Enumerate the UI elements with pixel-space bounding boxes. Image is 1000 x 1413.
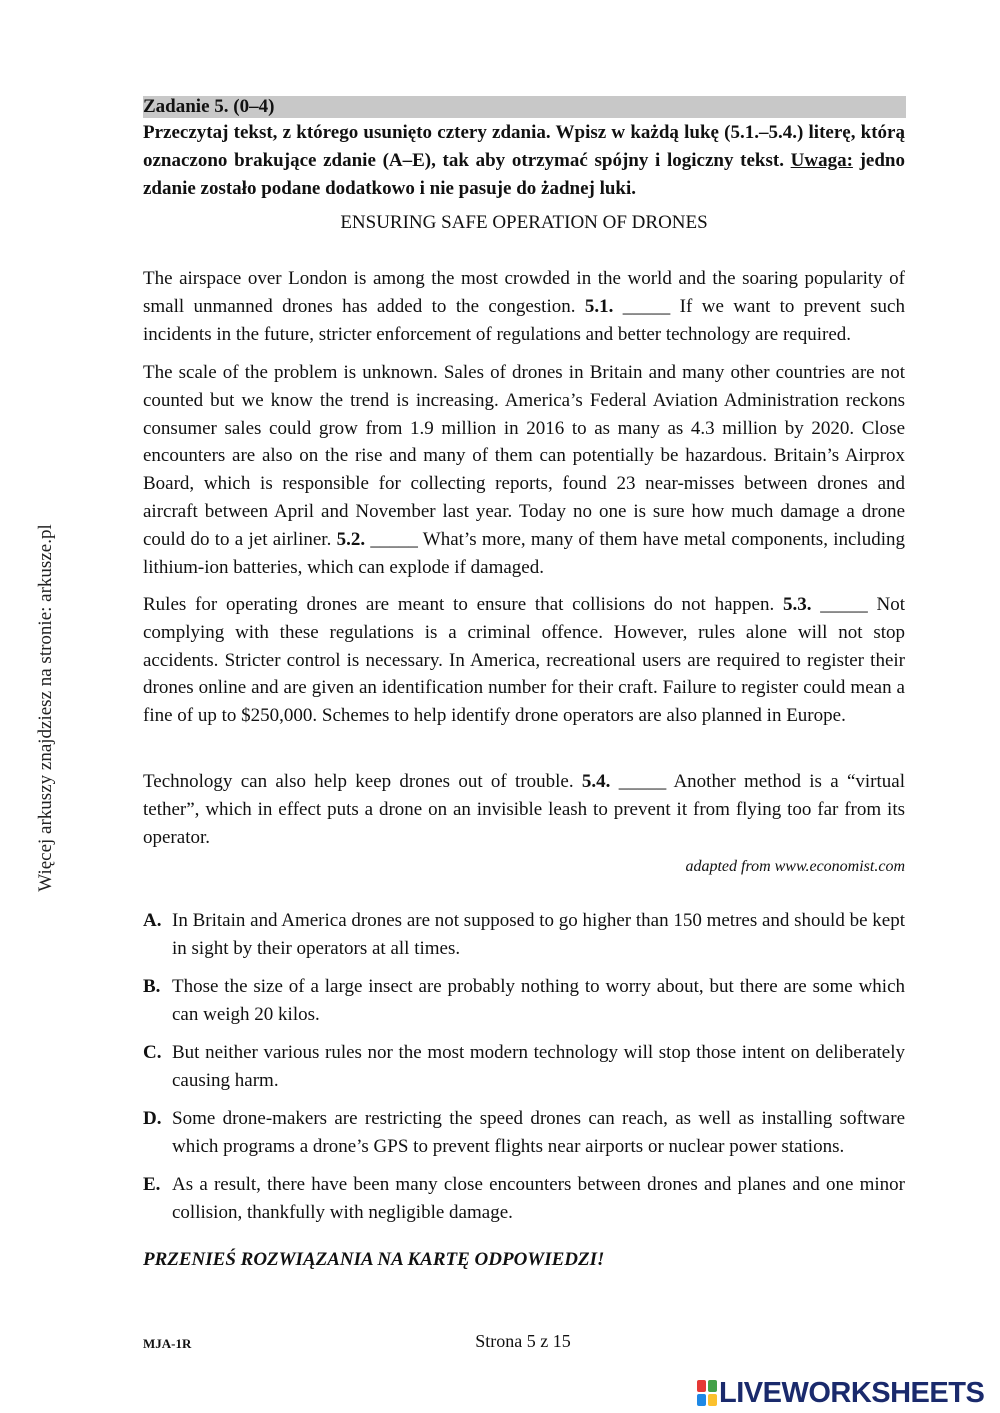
option-c [143, 1039, 905, 1095]
option-letter: E. [143, 1174, 161, 1195]
option-b [143, 973, 905, 1029]
paragraph-text: Technology can also help keep drones out of trouble. [143, 771, 582, 792]
task-title: Zadanie 5. (0–4) [143, 96, 906, 118]
article-source: adapted from www.economist.com [685, 858, 905, 875]
brand-name: LIVEWORKSHEETS [719, 1377, 985, 1409]
paragraph-3 [143, 591, 905, 730]
gap-5-4[interactable]: 5.4. [581, 771, 611, 792]
liveworksheets-logo-icon [697, 1380, 717, 1406]
option-a [143, 907, 905, 963]
task-instructions [143, 119, 905, 203]
exam-code: MJA-1R [143, 1336, 192, 1351]
paragraph-2 [143, 359, 905, 581]
option-letter: D. [143, 1108, 162, 1129]
paragraph-4 [143, 768, 905, 851]
gap-5-1[interactable]: 5.1. [584, 295, 614, 317]
note-label: Uwaga: [790, 150, 853, 171]
logo-square [697, 1394, 706, 1406]
answer-options [143, 907, 905, 1237]
paragraph-text: _____ Not complying with these regulations is a criminal offence. However, rules alone will not stop accidents. Stricter control is necessary. In America, recreational users are required to register their drones online and are given an identification number for their craft. Failure to register could mean a fine of up to $250,000. Schemes to help identify drone operators are also planned in Europe. [143, 594, 906, 727]
note-text: jedno zdanie zostało podane dodatkowo i nie pasuje do żadnej luki. [143, 150, 905, 199]
article-title: ENSURING SAFE OPERATION OF DRONES [340, 212, 708, 233]
option-e [143, 1171, 905, 1227]
gap-5-3[interactable]: 5.3. [782, 594, 812, 615]
paragraph-text: Rules for operating drones are meant to ensure that collisions do not happen. [143, 594, 783, 615]
instruction-text: Przeczytaj tekst, z którego usunięto cztery zdania. Wpisz w każdą lukę (5.1.–5.4.) literę, którą oznaczono brakujące zdanie (A–E), tak aby otrzymać spójny i logiczny tekst. [143, 122, 905, 171]
option-text: As a result, there have been many close encounters between drones and planes and one minor collision, thankfully with negligible damage. [172, 1174, 905, 1223]
paragraph-text: The scale of the problem is unknown. Sales of drones in Britain and many other countries are not counted but we know the trend is increasing. America’s Federal Aviation Administration reckons consumer sales could grow from 1.9 million in 2016 to as many as 4.3 million by 2020. Close encounters are also on the rise and many of them can potentially be hazardous. Britain’s Airprox Board, which is responsible for collecting reports, found 23 near-misses between drones and aircraft between April and November last year. Today no one is sure how much damage a drone could do to a jet airliner. [143, 362, 905, 550]
logo-square [708, 1380, 717, 1392]
side-note: Więcej arkuszy znajdziesz na stronie: arkusze.pl [35, 524, 56, 892]
transfer-answers-note: PRZENIEŚ ROZWIĄZANIA NA KARTĘ ODPOWIEDZI! [143, 1249, 605, 1270]
option-text: Some drone-makers are restricting the speed drones can reach, as well as installing software which programs a drone’s GPS to prevent flights near airports or nuclear power stations. [172, 1108, 905, 1157]
liveworksheets-brand [697, 1377, 984, 1409]
paragraph-text: The airspace over London is among the most crowded in the world and the soaring popularity of small unmanned drones has added to the congestion. [143, 268, 905, 317]
paragraph-1 [143, 265, 905, 348]
option-letter: A. [143, 910, 162, 931]
logo-square [708, 1394, 717, 1406]
logo-square [697, 1380, 706, 1392]
gap-5-2[interactable]: 5.2. [336, 528, 366, 550]
option-text: Those the size of a large insect are probably nothing to worry about, but there are some which can weigh 20 kilos. [172, 976, 905, 1025]
option-text: In Britain and America drones are not supposed to go higher than 150 metres and should be kept in sight by their operators at all times. [172, 910, 905, 959]
option-text: But neither various rules nor the most modern technology will stop those intent on deliberately causing harm. [172, 1042, 905, 1091]
option-d [143, 1105, 905, 1161]
paragraph-text: _____ What’s more, many of them have metal components, including lithium-ion batteries, which can explode if damaged. [143, 528, 905, 578]
option-letter: C. [143, 1042, 162, 1063]
paragraph-text: _____ If we want to prevent such incidents in the future, stricter enforcement of regulations and better technology are required. [143, 295, 905, 345]
option-letter: B. [143, 976, 161, 997]
paragraph-text: _____ Another method is a “virtual tether”, which in effect puts a drone on an invisible leash to prevent it from flying too far from its operator. [143, 771, 905, 848]
page-number: Strona 5 z 15 [475, 1331, 571, 1351]
